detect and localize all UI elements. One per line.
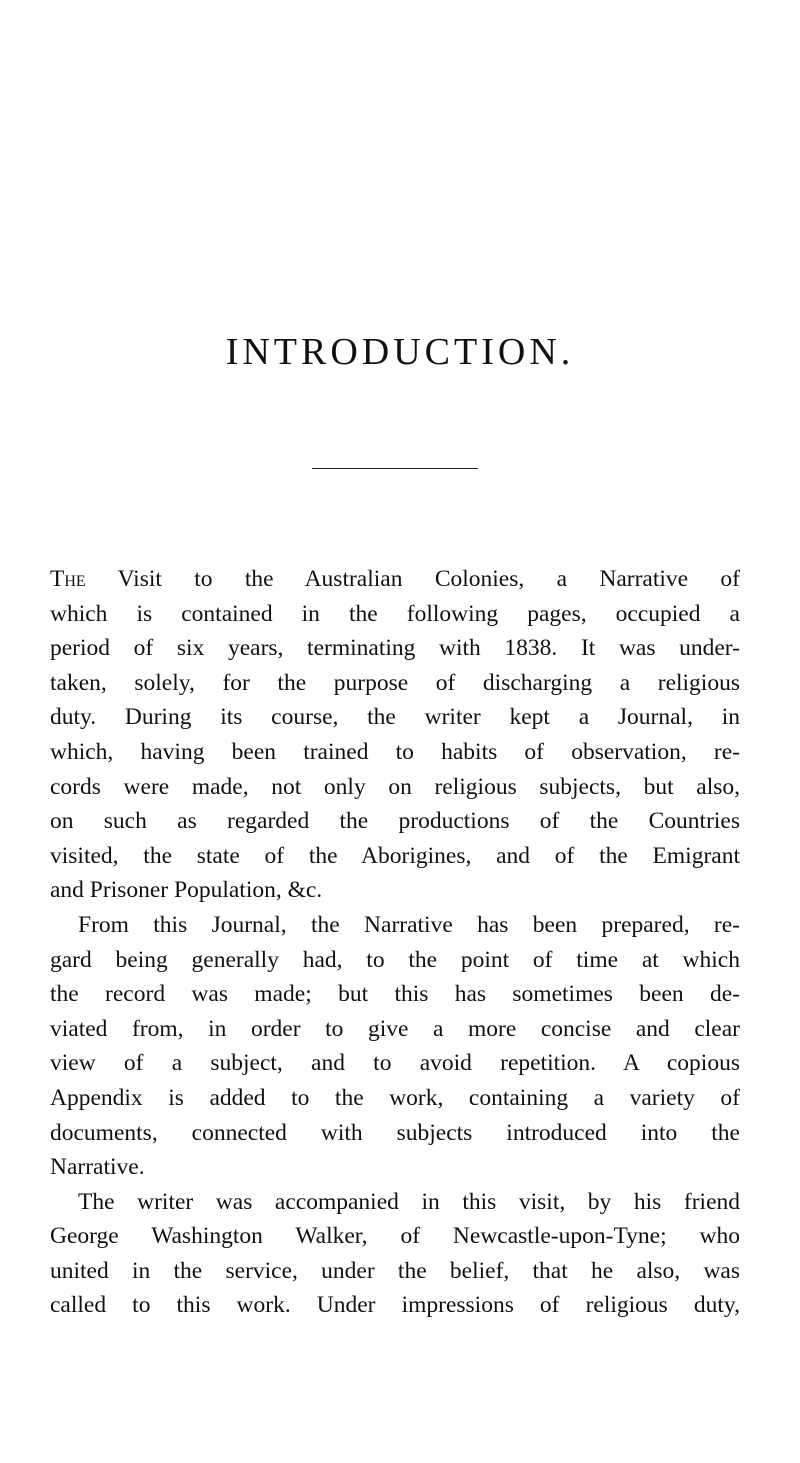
text-line: visited, the state of the Aborigines, and of the Emigrant xyxy=(50,842,740,869)
text-line: united in the service, under the belief, that he also, was xyxy=(50,1257,740,1284)
text-line: George Washington Walker, of Newcastle-upon-Tyne; who xyxy=(50,1223,740,1250)
text-line: the record was made; but this has sometimes been de- xyxy=(50,981,740,1008)
introduction-body xyxy=(50,562,740,1323)
text-line: which, having been trained to habits of observation, re- xyxy=(50,738,740,765)
text-line: called to this work. Under impressions of religious duty, xyxy=(50,1292,740,1319)
text-line: From this Journal, the Narrative has been prepared, re- xyxy=(78,911,740,938)
text-line: viated from, in order to give a more concise and clear xyxy=(50,1015,740,1042)
text-line: The writer was accompanied in this visit, by his friend xyxy=(78,1188,740,1215)
text-line: duty. During its course, the writer kept a Journal, in xyxy=(50,704,740,731)
text-line: and Prisoner Population, &c. xyxy=(50,877,323,904)
text-line: view of a subject, and to avoid repetition. A copious xyxy=(50,1050,740,1077)
chapter-heading: INTRODUCTION. xyxy=(225,331,575,373)
text-line: The Visit to the Australian Colonies, a Narrative of xyxy=(50,566,740,592)
text-line: Appendix is added to the work, containing a variety of xyxy=(50,1084,740,1111)
drop-lead-word: The xyxy=(50,566,86,592)
text-line: which is contained in the following pages, occupied a xyxy=(50,600,740,627)
text-line: gard being generally had, to the point of time at which xyxy=(50,946,740,973)
heading-divider xyxy=(312,468,478,469)
text-line: Narrative. xyxy=(50,1154,145,1181)
text-line: cords were made, not only on religious subjects, but also, xyxy=(50,773,740,800)
paragraph-2 xyxy=(50,908,740,1185)
text-line: period of six years, terminating with 1838. It was under- xyxy=(50,635,740,662)
text-line: documents, connected with subjects introduced into the xyxy=(50,1119,740,1146)
paragraph-1 xyxy=(50,562,740,908)
text-line: on such as regarded the productions of the Countries xyxy=(50,808,740,835)
paragraph-3 xyxy=(50,1185,740,1323)
text-line: taken, solely, for the purpose of discharging a religious xyxy=(50,669,740,696)
